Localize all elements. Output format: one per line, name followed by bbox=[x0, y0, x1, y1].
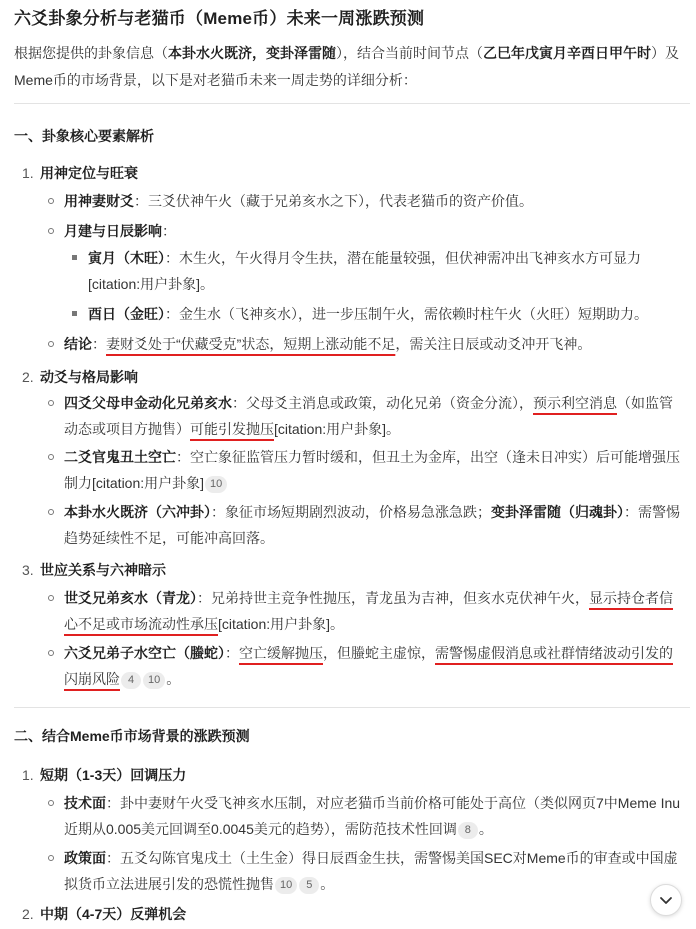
bullet-key: 结论 bbox=[64, 336, 92, 352]
intro-text: 根据您提供的卦象信息（ bbox=[14, 45, 168, 61]
bullet-key: 本卦水火既济（六冲卦） bbox=[64, 504, 211, 520]
bullet-item bbox=[48, 188, 684, 214]
bullet-key: 政策面 bbox=[64, 850, 106, 866]
bullet-text: ：兄弟持世主竞争性抛压，青龙虽为吉神，但亥水克伏神午火， bbox=[197, 590, 589, 606]
bullet-key: 二爻官鬼丑土空亡 bbox=[64, 449, 176, 465]
red-underline-annotation: 预示利空消息 bbox=[533, 395, 617, 411]
red-underline-annotation: 可能引发抛压 bbox=[190, 421, 274, 437]
red-underline-annotation: 空亡缓解抛压 bbox=[239, 645, 323, 661]
bullet-dot bbox=[48, 454, 54, 460]
sub-bullet-item bbox=[72, 301, 684, 327]
list-number: 3. bbox=[22, 562, 34, 578]
intro-hexagram: 本卦水火既济，变卦泽雷随 bbox=[168, 45, 336, 61]
bullet-item bbox=[48, 444, 684, 496]
bullet-text: 。 bbox=[320, 876, 335, 892]
bullet-dot bbox=[48, 509, 54, 515]
sub-bullet-item bbox=[72, 245, 684, 297]
red-underline-annotation: 显示持仓者信心不足或市场流动性承压 bbox=[64, 590, 673, 632]
citation-text: [citation:用户卦象]。 bbox=[88, 276, 215, 292]
chevron-down-icon bbox=[658, 892, 674, 908]
intro-text: ），结合当前时间节点（ bbox=[336, 45, 483, 61]
bullet-text: ：父母爻主消息或政策，动化兄弟（资金分流）， bbox=[232, 395, 533, 411]
bullet-dot bbox=[48, 400, 54, 406]
intro-time: 乙巳年戊寅月辛酉日甲午时 bbox=[483, 45, 651, 61]
list-label: 世应关系与六神暗示 bbox=[40, 562, 166, 578]
bullet-text: ：卦中妻财午火受飞神亥水压制，对应老猫币当前价格可能处于高位（类似网页7中Meme Inu近期从0.005美元回调至0.0045美元的趋势），需防范技术性回调 bbox=[64, 795, 681, 837]
sub-bullet-marker bbox=[72, 311, 77, 316]
list-item bbox=[22, 560, 166, 580]
bullet-text: ，但螣蛇主虚惊， bbox=[323, 645, 435, 661]
bullet-dot bbox=[48, 650, 54, 656]
list-number: 1. bbox=[22, 165, 34, 181]
bullet-key: 四爻父母申金动化兄弟亥水 bbox=[64, 395, 232, 411]
bullet-text: ： bbox=[92, 336, 106, 352]
bullet-key: 寅月（木旺） bbox=[88, 250, 165, 266]
citation-badge[interactable]: 5 bbox=[299, 877, 319, 894]
bullet-key: 酉日（金旺） bbox=[88, 306, 165, 322]
section-heading: 二、结合Meme币市场背景的涨跌预测 bbox=[14, 728, 250, 744]
bullet-text: 。 bbox=[478, 821, 493, 837]
bullet-text: [citation:用户卦象]。 bbox=[274, 421, 401, 437]
list-label: 用神定位与旺衰 bbox=[40, 165, 138, 181]
bullet-dot bbox=[48, 228, 54, 234]
bullet-text: ，需关注日辰或动爻冲开飞神。 bbox=[395, 336, 592, 352]
list-number: 2. bbox=[22, 906, 34, 922]
bullet-dot bbox=[48, 595, 54, 601]
list-label: 动爻与格局影响 bbox=[40, 369, 138, 385]
list-item bbox=[22, 904, 186, 924]
bullet-text: ：三爻伏神午火（藏于兄弟亥水之下），代表老猫币的资产价值。 bbox=[134, 193, 533, 209]
sub-bullet-marker bbox=[72, 255, 77, 260]
red-underline-annotation: 需警惕虚假消息或社群情绪波动引发的闪崩风险 bbox=[64, 645, 673, 687]
scroll-down-button[interactable] bbox=[650, 884, 682, 916]
bullet-item bbox=[48, 790, 684, 842]
bullet-item bbox=[48, 499, 684, 551]
bullet-key: 月建与日辰影响 bbox=[64, 223, 162, 239]
list-item bbox=[22, 765, 186, 785]
citation-badge[interactable]: 10 bbox=[143, 672, 165, 689]
list-number: 1. bbox=[22, 767, 34, 783]
citation-badge[interactable]: 10 bbox=[275, 877, 297, 894]
bullet-item bbox=[48, 390, 684, 442]
list-label: 中期（4-7天）反弹机会 bbox=[40, 906, 187, 922]
bullet-dot bbox=[48, 341, 54, 347]
bullet-dot bbox=[48, 855, 54, 861]
bullet-text: [citation:用户卦象]。 bbox=[218, 616, 345, 632]
bullet-text: 。 bbox=[166, 671, 181, 687]
bullet-key: 技术面 bbox=[64, 795, 106, 811]
bullet-key: 世爻兄弟亥水（青龙） bbox=[64, 590, 197, 606]
intro-text: ）及Meme币的市场背景，以下是对老猫币未来一周走势的详细分析： bbox=[14, 45, 679, 88]
citation-badge[interactable]: 8 bbox=[458, 822, 478, 839]
bullet-item bbox=[48, 845, 684, 897]
bullet-text: （如监管动态或项目方抛售） bbox=[64, 395, 673, 437]
bullet-text: ：象征市场短期剧烈波动，价格易急涨急跌； bbox=[211, 504, 491, 520]
list-label: 短期（1-3天）回调压力 bbox=[40, 767, 187, 783]
bullet-item bbox=[48, 640, 684, 692]
list-item bbox=[22, 163, 138, 183]
bullet-key: 六爻兄弟子水空亡（螣蛇） bbox=[64, 645, 225, 661]
bullet-text: ： bbox=[225, 645, 239, 661]
bullet-text: ：空亡象征监管压力暂时缓和，但丑土为金库，出空（逢未日冲实）后可能增强压制力[citation:用户卦象] bbox=[64, 449, 680, 491]
bullet-text: ：五爻勾陈官鬼戌土（土生金）得日辰酉金生扶，需警惕美国SEC对Meme币的审查或中国虚拟货币立法进展引发的恐慌性抛售 bbox=[64, 850, 678, 892]
response-title: 六爻卦象分析与老猫币（Meme币）未来一周涨跌预测 bbox=[14, 9, 425, 28]
bullet-item bbox=[48, 331, 684, 357]
citation-badge[interactable]: 4 bbox=[121, 672, 141, 689]
intro-paragraph bbox=[14, 40, 682, 94]
bullet-item bbox=[48, 218, 684, 244]
list-number: 2. bbox=[22, 369, 34, 385]
bullet-dot bbox=[48, 198, 54, 204]
bullet-text: ：需警惕趋势延续性不足，可能冲高回落。 bbox=[64, 504, 680, 546]
bullet-text: ：木生火，午火得月令生扶，潜在能量较强，但伏神需冲出飞神亥水方可显力 bbox=[165, 250, 641, 266]
bullet-item bbox=[48, 585, 684, 637]
divider bbox=[14, 707, 690, 708]
bullet-text: ： bbox=[162, 223, 176, 239]
divider bbox=[14, 103, 690, 104]
list-item bbox=[22, 367, 138, 387]
bullet-text: ：金生水（飞神亥水），进一步压制午火，需依赖时柱午火（火旺）短期助力。 bbox=[165, 306, 648, 322]
bullet-key: 变卦泽雷随（归魂卦） bbox=[491, 504, 624, 520]
bullet-key: 用神妻财爻 bbox=[64, 193, 134, 209]
section-heading: 一、卦象核心要素解析 bbox=[14, 128, 154, 144]
bullet-dot bbox=[48, 800, 54, 806]
citation-badge[interactable]: 10 bbox=[205, 476, 227, 493]
red-underline-annotation: 妻财爻处于“伏藏受克”状态，短期上涨动能不足 bbox=[106, 336, 396, 352]
